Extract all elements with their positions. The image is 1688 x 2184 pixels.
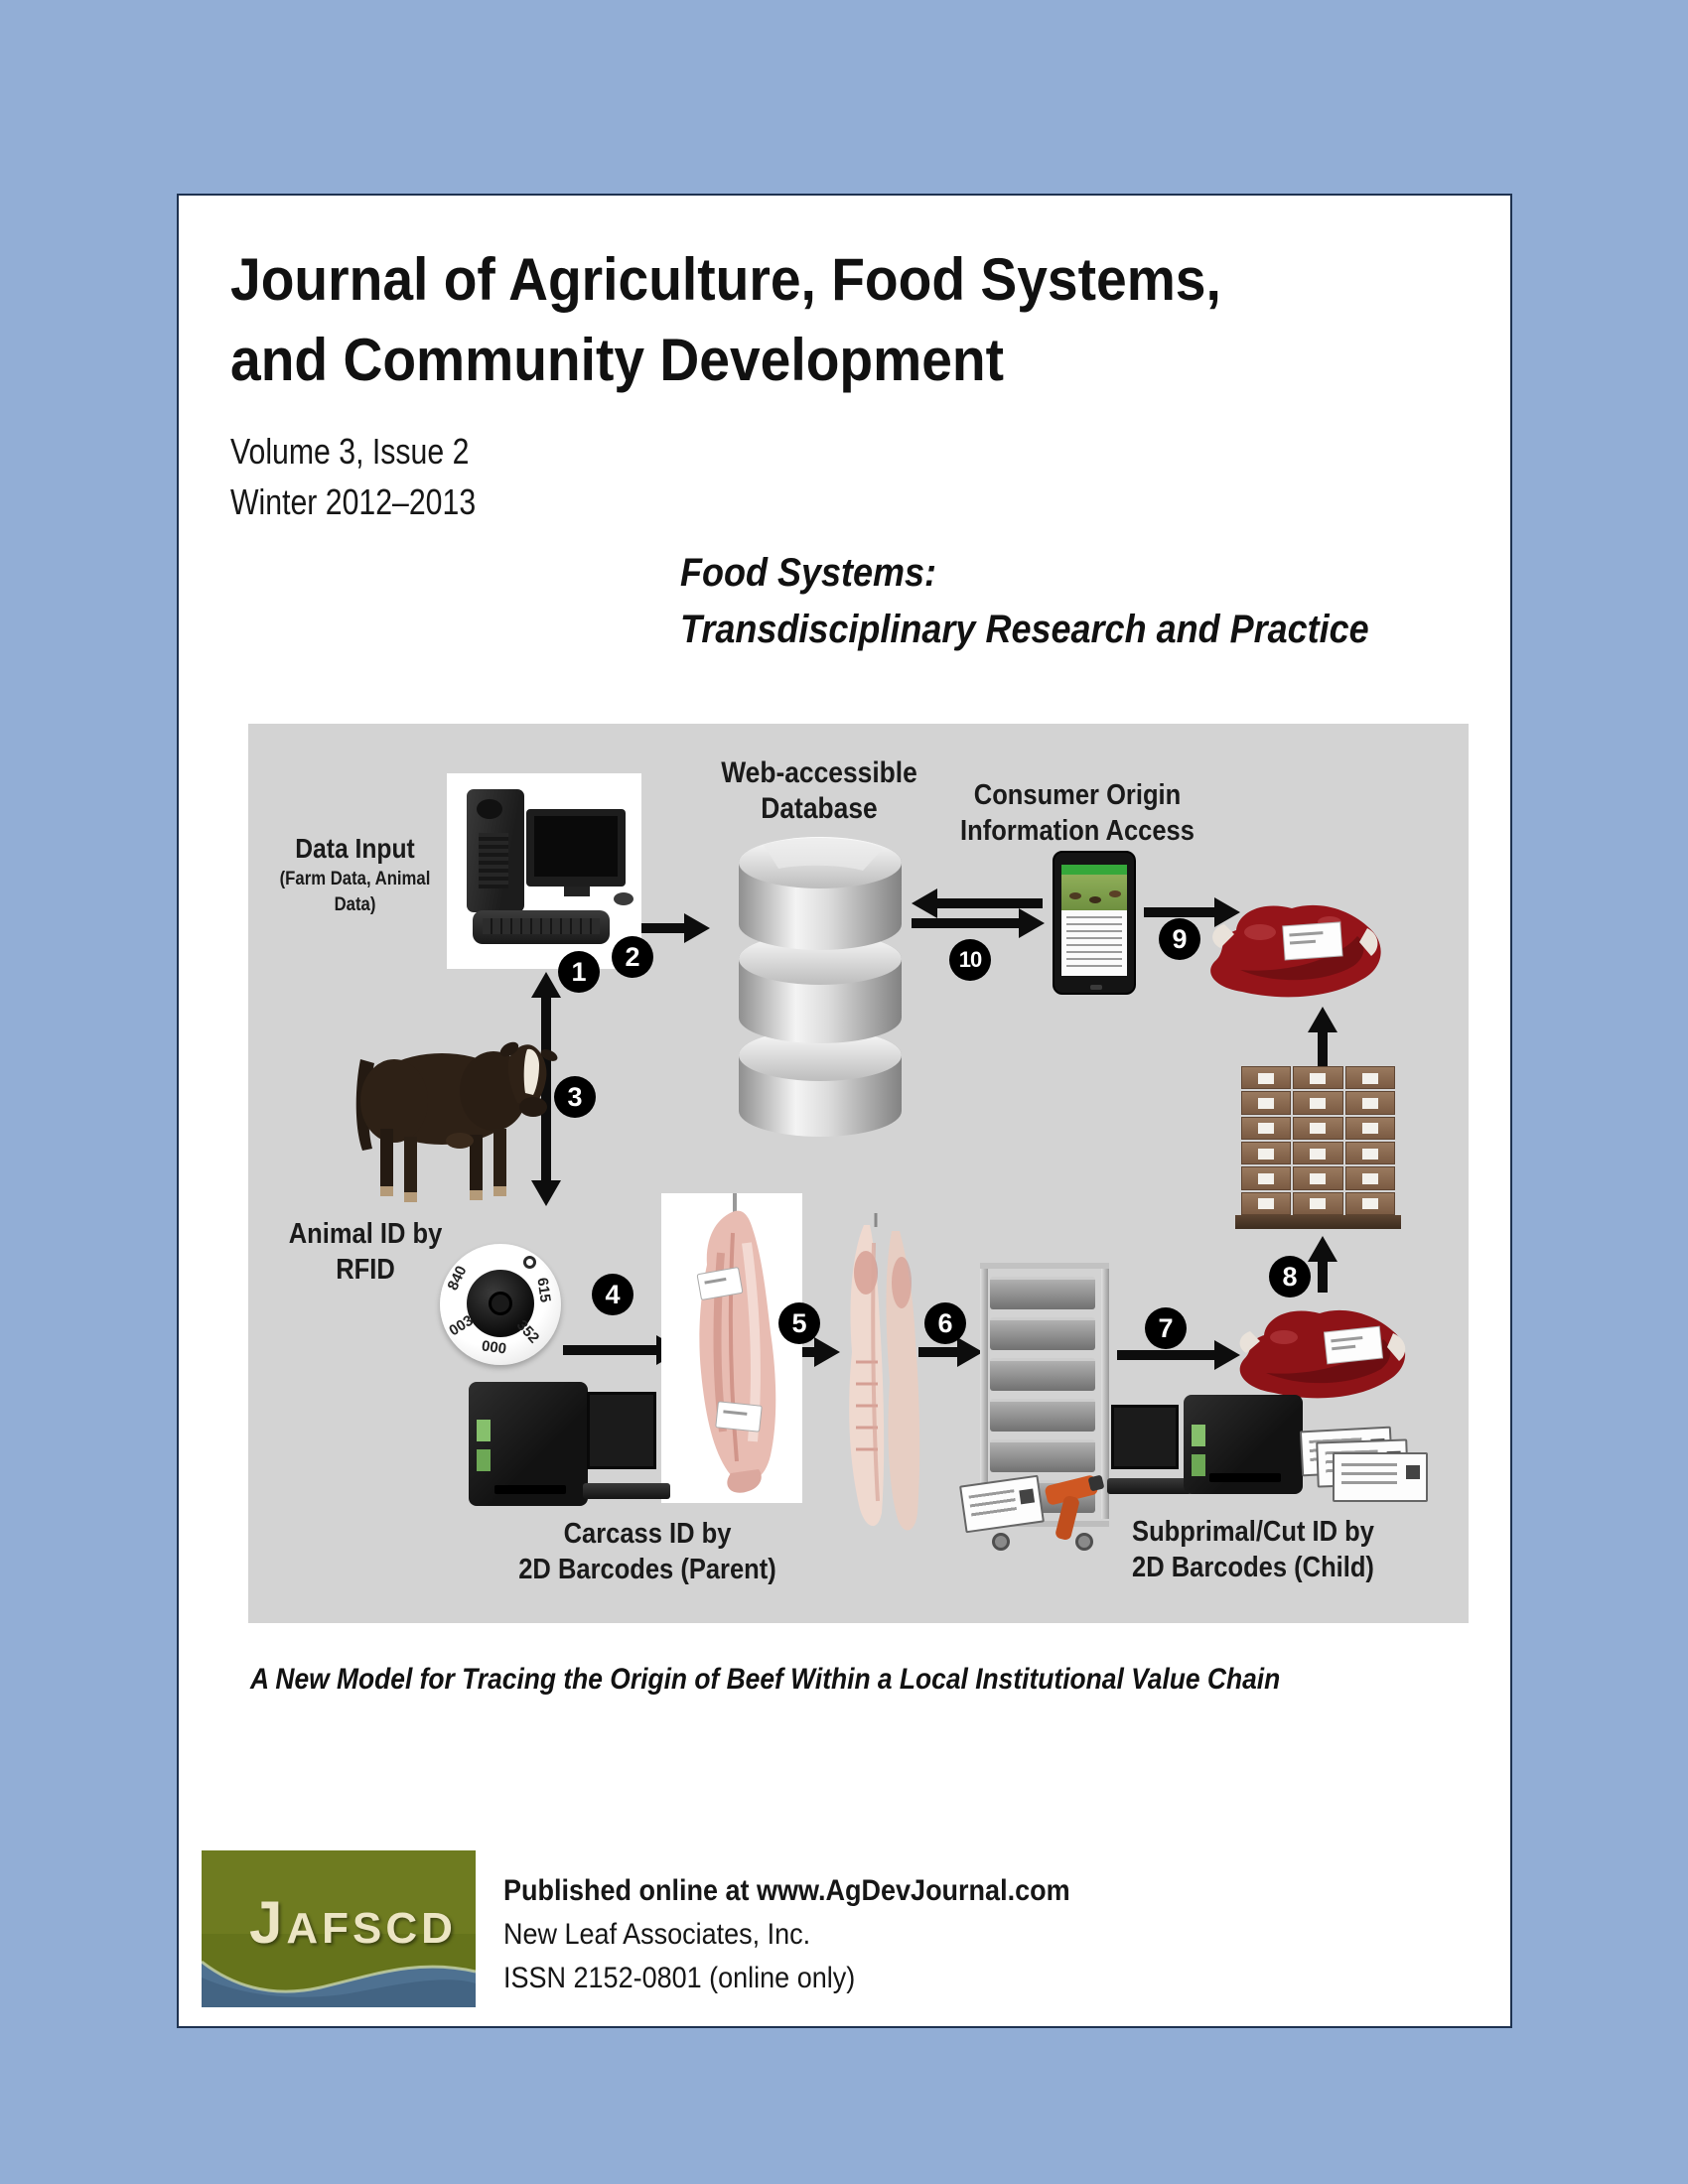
phone-screen	[1061, 865, 1127, 976]
theme-line1: Food Systems:	[680, 551, 937, 595]
arrow-boxes-meat-shaft	[1318, 1032, 1328, 1066]
arrow-up-icon	[1308, 1007, 1337, 1032]
shipping-boxes-image	[1241, 1066, 1395, 1231]
step-badge-7: 7	[1145, 1307, 1187, 1349]
laptop-icon	[1107, 1405, 1192, 1494]
computer-mouse-icon	[614, 892, 633, 905]
step-badge-6: 6	[924, 1302, 966, 1344]
issn-line: ISSN 2152-0801 (online only)	[503, 1962, 856, 1994]
barcode-label-card	[1333, 1452, 1428, 1502]
published-online-line: Published online at www.AgDevJournal.com	[503, 1874, 1070, 1907]
laptop-icon	[583, 1392, 670, 1499]
traceability-diagram	[248, 724, 1469, 1623]
journal-title-line2: and Community Development	[230, 327, 1005, 393]
label-printer-icon	[469, 1382, 588, 1506]
season: Winter 2012–2013	[230, 481, 477, 522]
arrow-rfid-carcass-shaft	[563, 1345, 656, 1355]
step-badge-2: 2	[612, 936, 653, 978]
origin-info-text	[1066, 916, 1122, 970]
arrow-up-icon	[1308, 1236, 1337, 1262]
monitor-stand	[564, 887, 590, 896]
database-label: Web-accessible Database	[721, 756, 917, 825]
theme-line2: Transdisciplinary Research and Practice	[680, 608, 1369, 651]
beef-carcass-image	[661, 1193, 802, 1503]
publisher-name: New Leaf Associates, Inc.	[503, 1918, 811, 1951]
computer-tower-icon	[467, 789, 524, 912]
pallet-base	[1235, 1215, 1401, 1229]
step-badge-4: 4	[592, 1274, 633, 1315]
step-badge-10: 10	[949, 939, 991, 981]
label-printer-icon	[1184, 1395, 1303, 1494]
split-carcass-image	[826, 1213, 935, 1541]
issue-info	[230, 426, 476, 527]
arrow-cart-subprimal-shaft	[1117, 1350, 1214, 1360]
journal-title-line1: Journal of Agriculture, Food Systems,	[230, 246, 1221, 313]
rfid-maker-mark-icon	[523, 1256, 536, 1269]
publisher-info	[503, 1869, 1070, 2000]
arrow-database-phone-shaft	[912, 918, 1019, 928]
step-badge-8: 8	[1269, 1256, 1311, 1297]
subprimal-meat-image	[1230, 1290, 1414, 1409]
issue-theme	[680, 545, 1369, 658]
computer-keyboard-icon	[473, 910, 610, 944]
cow-image	[343, 1000, 558, 1206]
journal-cover-page	[177, 194, 1512, 2028]
arrow-phone-database-shaft	[937, 898, 1043, 908]
data-input-computer-image	[447, 773, 641, 969]
rfid-ear-tag-image: 840 003 000 352 615	[440, 1244, 561, 1365]
barcode-scanner-icon	[1038, 1474, 1107, 1549]
phone-home-button	[1090, 985, 1102, 990]
volume-issue: Volume 3, Issue 2	[230, 431, 470, 472]
pasture-photo	[1061, 875, 1127, 910]
arrow-right-icon	[1019, 908, 1045, 938]
carcass-image-box	[661, 1193, 802, 1503]
step-badge-1: 1	[558, 951, 600, 993]
step-badge-9: 9	[1159, 918, 1200, 960]
journal-title	[230, 239, 1221, 400]
step-badge-3: 3	[554, 1076, 596, 1118]
cart-wheel-icon	[992, 1533, 1010, 1551]
arrow-right-icon	[684, 913, 710, 943]
consumer-access-label: Consumer Origin Information Access	[960, 779, 1195, 847]
smartphone-icon	[1053, 851, 1136, 995]
database-cylinder-icon	[734, 833, 908, 1141]
phone-app-header	[1061, 865, 1127, 875]
arrow-left-icon	[912, 888, 937, 918]
step-badge-5: 5	[778, 1302, 820, 1344]
subprimal-id-label: Subprimal/Cut ID by 2D Barcodes (Child)	[1132, 1516, 1374, 1583]
jafscd-logo-text: JAFSCD	[249, 1889, 457, 1956]
data-input-label: Data Input (Farm Data, Animal Data)	[279, 833, 431, 915]
retail-meat-cut-image	[1200, 883, 1389, 1008]
arrow-meat-boxes-shaft	[1318, 1262, 1328, 1293]
computer-monitor-icon	[526, 809, 626, 887]
arrow-computer-database-shaft	[639, 923, 684, 933]
arrow-up-icon	[531, 972, 561, 998]
jafscd-logo	[202, 1850, 476, 2007]
carcass-id-label: Carcass ID by 2D Barcodes (Parent)	[518, 1518, 776, 1585]
cover-article-caption: A New Model for Tracing the Origin of Beef Within a Local Institutional Value Chain	[250, 1663, 1281, 1696]
animal-id-label: Animal ID by RFID	[288, 1218, 443, 1286]
box-grid	[1241, 1066, 1395, 1215]
